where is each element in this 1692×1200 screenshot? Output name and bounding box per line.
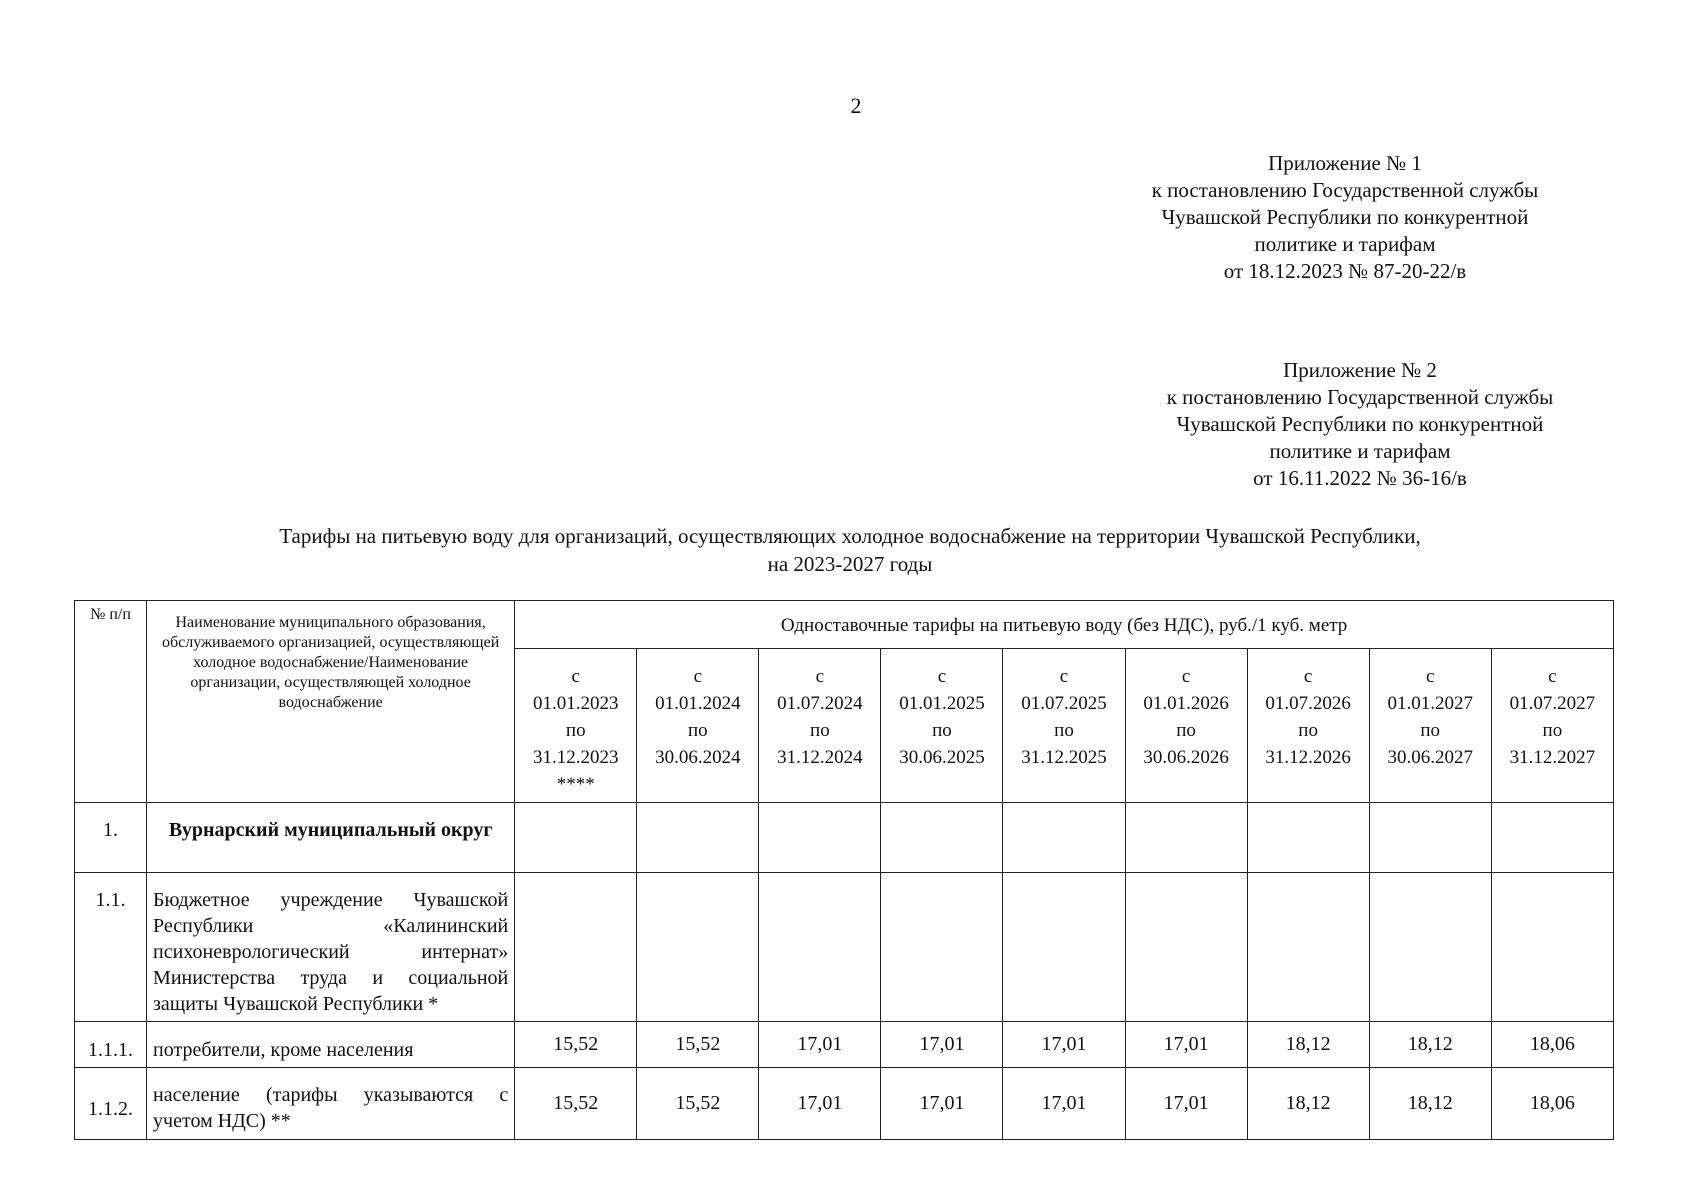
title-line-2: на 2023-2027 годы xyxy=(767,552,933,576)
period-c: с xyxy=(1181,666,1191,687)
appendix-2-line: политике и тарифам xyxy=(1269,439,1451,463)
tariff-value: 15,52 xyxy=(515,1068,637,1140)
tariff-value xyxy=(1369,803,1491,873)
appendix-2-line: к постановлению Государственной службы xyxy=(1166,385,1554,409)
period-from: 01.01.2027 xyxy=(1387,693,1473,714)
period-po: по xyxy=(1542,720,1563,741)
period-to: 31.12.2024 xyxy=(777,747,863,768)
header-period xyxy=(515,649,637,803)
appendix-2-heading xyxy=(1100,357,1620,492)
tariff-value xyxy=(637,803,759,873)
row-name: Бюджетное учреждение Чувашской Республики «Калининский психоневрологический интернат» Министерства труда и социальной защиты Чувашской Республики * xyxy=(147,873,515,1022)
appendix-1-line: Приложение № 1 xyxy=(1268,151,1422,175)
period-to: 30.06.2027 xyxy=(1387,747,1473,768)
tariff-value: 17,01 xyxy=(881,1022,1003,1068)
tariff-value: 17,01 xyxy=(1003,1022,1125,1068)
period-from: 01.01.2026 xyxy=(1143,693,1229,714)
period-to: 30.06.2024 xyxy=(655,747,741,768)
tariff-value xyxy=(637,873,759,1022)
period-to: 31.12.2026 xyxy=(1265,747,1351,768)
header-name: Наименование муниципального образования, обслуживаемого организацией, осуществляющей холодное водоснабжение/Наименование организации, осуществляющей холодное водоснабжение xyxy=(147,601,515,803)
tariff-value xyxy=(1491,873,1613,1022)
period-to: 31.12.2023 xyxy=(533,747,619,768)
period-to: 30.06.2026 xyxy=(1143,747,1229,768)
table-row xyxy=(75,873,1614,1022)
tariff-value xyxy=(515,873,637,1022)
title-line-1: Тарифы на питьевую воду для организаций, осуществляющих холодное водоснабжение на территории Чувашской Республики, xyxy=(279,524,1421,548)
tariff-value xyxy=(1125,873,1247,1022)
tariff-value: 17,01 xyxy=(1003,1068,1125,1140)
tariff-value: 17,01 xyxy=(881,1068,1003,1140)
row-number: 1.1.2. xyxy=(75,1068,147,1140)
tariff-value: 18,12 xyxy=(1247,1022,1369,1068)
period-from: 01.07.2026 xyxy=(1265,693,1351,714)
row-number: 1.1. xyxy=(75,873,147,1022)
row-name: Вурнарский муниципальный округ xyxy=(147,803,515,873)
appendix-1-line: Чувашской Республики по конкурентной xyxy=(1161,205,1529,229)
period-from: 01.07.2025 xyxy=(1021,693,1107,714)
period-c: с xyxy=(571,666,580,687)
tariff-value xyxy=(1003,803,1125,873)
tariff-value: 18,12 xyxy=(1369,1068,1491,1140)
row-name: потребители, кроме населения xyxy=(147,1022,515,1068)
appendix-1-line: от 18.12.2023 № 87-20-22/в xyxy=(1223,259,1467,283)
header-tariff-group: Одноставочные тарифы на питьевую воду (без НДС), руб./1 куб. метр xyxy=(515,601,1614,649)
row-name: население (тарифы указываются с учетом НДС) ** xyxy=(147,1068,515,1140)
period-from: 01.07.2027 xyxy=(1509,693,1596,714)
tariff-value xyxy=(881,873,1003,1022)
period-po: по xyxy=(1298,720,1318,741)
period-po: по xyxy=(810,720,830,741)
tariff-value: 18,12 xyxy=(1247,1068,1369,1140)
tariff-value xyxy=(881,803,1003,873)
period-to: 31.12.2027 xyxy=(1509,747,1596,768)
header-period xyxy=(759,649,881,803)
header-number: № п/п xyxy=(75,601,147,803)
document-title xyxy=(130,522,1570,578)
row-number: 1. xyxy=(75,803,147,873)
page-number: 2 xyxy=(850,93,862,118)
period-po: по xyxy=(932,720,952,741)
period-to: 30.06.2025 xyxy=(899,747,985,768)
table-row xyxy=(75,1068,1614,1140)
period-c: с xyxy=(1059,666,1069,687)
tariff-value xyxy=(1247,873,1369,1022)
tariff-value xyxy=(1003,873,1125,1022)
tariff-value xyxy=(759,873,881,1022)
tariff-value xyxy=(759,803,881,873)
header-period xyxy=(1491,649,1613,803)
tariff-value xyxy=(1491,803,1613,873)
tariff-value: 17,01 xyxy=(1125,1068,1247,1140)
table-row xyxy=(75,1022,1614,1068)
period-c: с xyxy=(1303,666,1313,687)
period-c: с xyxy=(693,666,703,687)
header-period xyxy=(1003,649,1125,803)
tariff-value: 17,01 xyxy=(1125,1022,1247,1068)
tariff-value: 15,52 xyxy=(637,1022,759,1068)
tariff-value: 18,06 xyxy=(1491,1022,1613,1068)
header-period xyxy=(1247,649,1369,803)
period-c: с xyxy=(937,666,947,687)
tariff-value: 18,12 xyxy=(1369,1022,1491,1068)
appendix-2-line: Чувашской Республики по конкурентной xyxy=(1176,412,1544,436)
appendix-1-line: к постановлению Государственной службы xyxy=(1151,178,1539,202)
tariff-value xyxy=(1247,803,1369,873)
period-po: по xyxy=(687,720,708,741)
period-po: по xyxy=(1176,720,1196,741)
period-c: с xyxy=(815,666,825,687)
period-po: по xyxy=(1054,720,1074,741)
tariff-value xyxy=(1369,873,1491,1022)
period-c: с xyxy=(1548,666,1557,687)
tariff-value: 17,01 xyxy=(759,1022,881,1068)
header-period xyxy=(1125,649,1247,803)
period-c: с xyxy=(1425,666,1435,687)
period-from: 01.01.2023 xyxy=(533,693,619,714)
table-row xyxy=(75,803,1614,873)
period-from: 01.07.2024 xyxy=(777,693,863,714)
tariff-table xyxy=(74,600,1614,1140)
period-po: по xyxy=(565,720,586,741)
appendix-1-heading xyxy=(1085,150,1605,285)
header-period xyxy=(881,649,1003,803)
period-from: 01.01.2024 xyxy=(655,693,741,714)
period-from: 01.01.2025 xyxy=(899,693,985,714)
header-period xyxy=(637,649,759,803)
tariff-value: 15,52 xyxy=(515,1022,637,1068)
tariff-value xyxy=(515,803,637,873)
period-note: **** xyxy=(556,774,595,795)
row-number: 1.1.1. xyxy=(75,1022,147,1068)
period-to: 31.12.2025 xyxy=(1021,747,1107,768)
header-period xyxy=(1369,649,1491,803)
tariff-value: 15,52 xyxy=(637,1068,759,1140)
period-po: по xyxy=(1420,720,1441,741)
appendix-2-line: Приложение № 2 xyxy=(1283,358,1437,382)
appendix-2-line: от 16.11.2022 № 36-16/в xyxy=(1253,466,1467,490)
tariff-value xyxy=(1125,803,1247,873)
tariff-value: 18,06 xyxy=(1491,1068,1613,1140)
tariff-value: 17,01 xyxy=(759,1068,881,1140)
appendix-1-line: политике и тарифам xyxy=(1254,232,1436,256)
